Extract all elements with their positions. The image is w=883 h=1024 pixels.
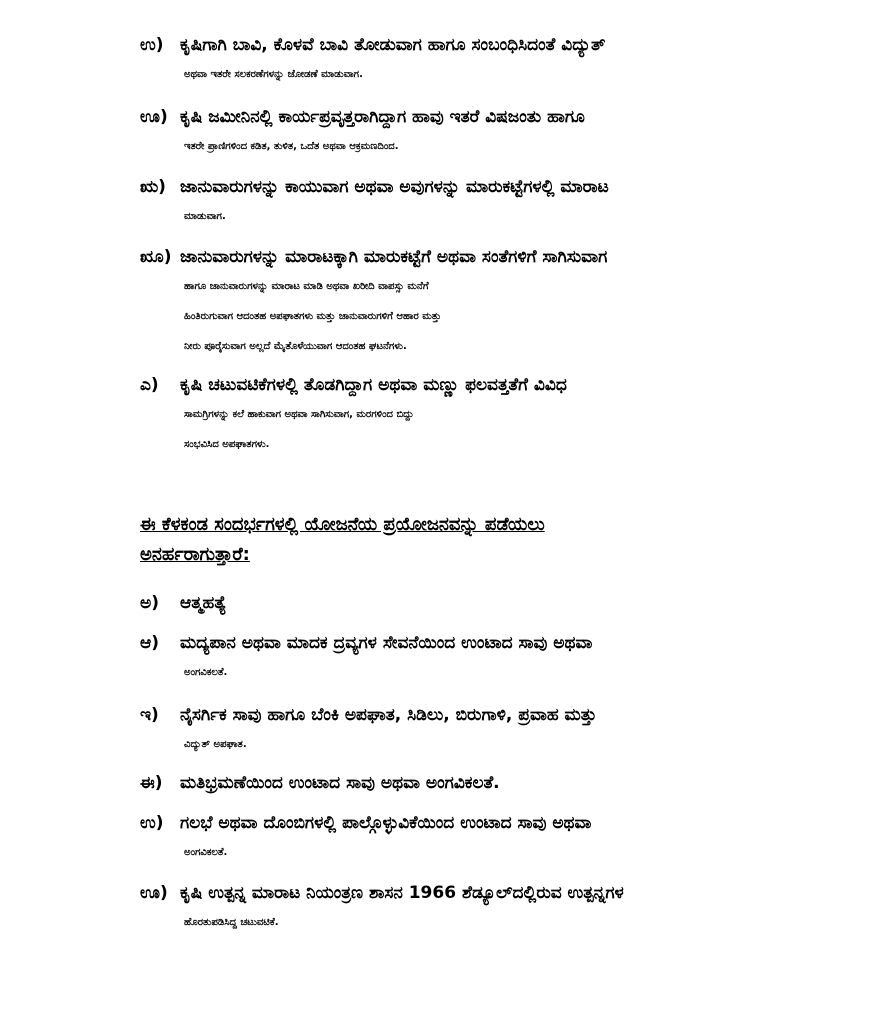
section-heading <box>140 510 800 570</box>
item-text: ಹಿಂತಿರುಗುವಾಗ ಆದಂತಹ ಅಪಘಾತಗಳು ಮತ್ತು ಜಾನುವಾರುಗಳಿಗೆ ಆಹಾರ ಮತ್ತು <box>184 311 442 322</box>
item-text: ಸಂಭವಿಸಿದ ಅಪಘಾತಗಳು. <box>184 439 270 450</box>
item-marker: ೠ) <box>140 247 172 267</box>
list-item <box>140 102 800 162</box>
list-item <box>140 878 800 938</box>
item-marker: ಅ) <box>140 593 159 613</box>
item-text: ಜಾನುವಾರುಗಳನ್ನು ಕಾಯುವಾಗ ಅಥವಾ ಅವುಗಳನ್ನು ಮಾರುಕಟ್ಟೆಗಳಲ್ಲಿ ಮಾರಾಟ <box>180 177 609 197</box>
item-text: ವಿದ್ಯುತ್ ಅಪಘಾತ. <box>184 739 247 750</box>
item-marker: ಊ) <box>140 107 168 127</box>
item-text: ಆತ್ಮಹತ್ಯೆ <box>180 593 227 613</box>
item-text: ಹಾಗೂ ಜಾನುವಾರುಗಳನ್ನು ಮಾರಾಟ ಮಾಡಿ ಅಥವಾ ಖರೀದಿ ವಾಪಸ್ಸು ಮನೆಗೆ <box>184 281 429 292</box>
item-text: ಕೃಷಿ ಚಟುವಟಿಕೆಗಳಲ್ಲಿ ತೊಡಗಿದ್ದಾಗ ಅಥವಾ ಮಣ್ಣು ಫಲವತ್ತತೆಗೆ ವಿವಿಧ <box>180 375 567 395</box>
item-marker: ಋ) <box>140 177 166 197</box>
item-text: ಹೊರತುಪಡಿಸಿದ್ದ ಚಟುವಟಿಕೆ. <box>184 917 279 928</box>
item-marker: ಊ) <box>140 883 168 903</box>
list-item <box>140 172 800 232</box>
list-item <box>140 242 800 362</box>
list-item <box>140 628 800 688</box>
list-item <box>140 700 800 760</box>
list-item <box>140 808 800 868</box>
item-text: ಅಥವಾ ಇತರೇ ಸಲಕರಣೆಗಳನ್ನು ಜೋಡಣೆ ಮಾಡುವಾಗ. <box>184 69 363 80</box>
list-item <box>140 370 800 460</box>
item-text: ಕೃಷಿ ಜಮೀನಿನಲ್ಲಿ ಕಾರ್ಯಪ್ರವೃತ್ತರಾಗಿದ್ದಾಗ ಹಾವು ಇತರೆ ವಿಷಜಂತು ಹಾಗೂ <box>180 107 585 127</box>
item-text: ನೀರು ಪೂರೈಸುವಾಗ ಅಲ್ಲದೆ ಮೈತೊಳೆಯುವಾಗ ಆದಂತಹ ಘಟನೆಗಳು. <box>184 341 407 352</box>
item-marker: ಇ) <box>140 705 159 725</box>
list-item <box>140 30 800 90</box>
list-item <box>140 588 800 618</box>
item-text: ಮಾಡುವಾಗ. <box>184 211 226 222</box>
item-marker: ಈ) <box>140 773 163 793</box>
item-text: ಮದ್ಯಪಾನ ಅಥವಾ ಮಾದಕ ದ್ರವ್ಯಗಳ ಸೇವನೆಯಿಂದ ಉಂಟಾದ ಸಾವು ಅಥವಾ <box>180 633 593 653</box>
heading-line-1: ಈ ಕೆಳಕಂಡ ಸಂದರ್ಭಗಳಲ್ಲಿ ಯೋಜನೆಯ ಪ್ರಯೋಜನವನ್ನು ಪಡೆಯಲು <box>140 514 545 535</box>
item-text: ಗಲಭೆ ಅಥವಾ ದೊಂಬಿಗಳಲ್ಲಿ ಪಾಲ್ಗೊಳ್ಳುವಿಕೆಯಿಂದ ಉಂಟಾದ ಸಾವು ಅಥವಾ <box>180 813 592 833</box>
item-text: ಅಂಗವಿಕಲತೆ. <box>184 847 228 858</box>
item-marker: ಉ) <box>140 35 164 55</box>
item-text: ಸಾಮಗ್ರಿಗಳನ್ನು ಕಲೆ ಹಾಕುವಾಗ ಅಥವಾ ಸಾಗಿಸುವಾಗ, ಮರಗಳಿಂದ ಬಿದ್ದು <box>184 409 414 420</box>
item-text: ನೈಸರ್ಗಿಕ ಸಾವು ಹಾಗೂ ಬೆಂಕಿ ಅಪಘಾತ, ಸಿಡಿಲು, ಬಿರುಗಾಳಿ, ಪ್ರವಾಹ ಮತ್ತು <box>180 705 597 725</box>
item-text: ಕೃಷಿಗಾಗಿ ಬಾವಿ, ಕೊಳವೆ ಬಾವಿ ತೋಡುವಾಗ ಹಾಗೂ ಸಂಬಂಧಿಸಿದಂತೆ ವಿದ್ಯುತ್ <box>180 35 606 55</box>
item-marker: ಆ) <box>140 633 159 653</box>
heading-line-2: ಅನರ್ಹರಾಗುತ್ತಾರೆ: <box>140 544 250 565</box>
list-item <box>140 768 800 798</box>
item-marker: ಉ) <box>140 813 164 833</box>
item-text: ಜಾನುವಾರುಗಳನ್ನು ಮಾರಾಟಕ್ಕಾಗಿ ಮಾರುಕಟ್ಟೆಗೆ ಅಥವಾ ಸಂತೆಗಳಿಗೆ ಸಾಗಿಸುವಾಗ <box>180 247 608 267</box>
item-text: ಮತಿಭ್ರಮಣೆಯಿಂದ ಉಂಟಾದ ಸಾವು ಅಥವಾ ಅಂಗವಿಕಲತೆ. <box>180 773 500 793</box>
item-marker: ಎ) <box>140 375 159 395</box>
item-text: ಅಂಗವಿಕಲತೆ. <box>184 667 228 678</box>
item-text: ಇತರೇ ಪ್ರಾಣಿಗಳಿಂದ ಕಡಿತ, ತುಳಿತ, ಒದೆತ ಅಥವಾ ಆಕ್ರಮಣದಿಂದ. <box>184 141 399 152</box>
item-text: ಕೃಷಿ ಉತ್ಪನ್ನ ಮಾರಾಟ ನಿಯಂತ್ರಣ ಶಾಸನ 1966 ಶೆಡ್ಯೂಲ್‌ದಲ್ಲಿರುವ ಉತ್ಪನ್ನಗಳ <box>180 883 624 903</box>
